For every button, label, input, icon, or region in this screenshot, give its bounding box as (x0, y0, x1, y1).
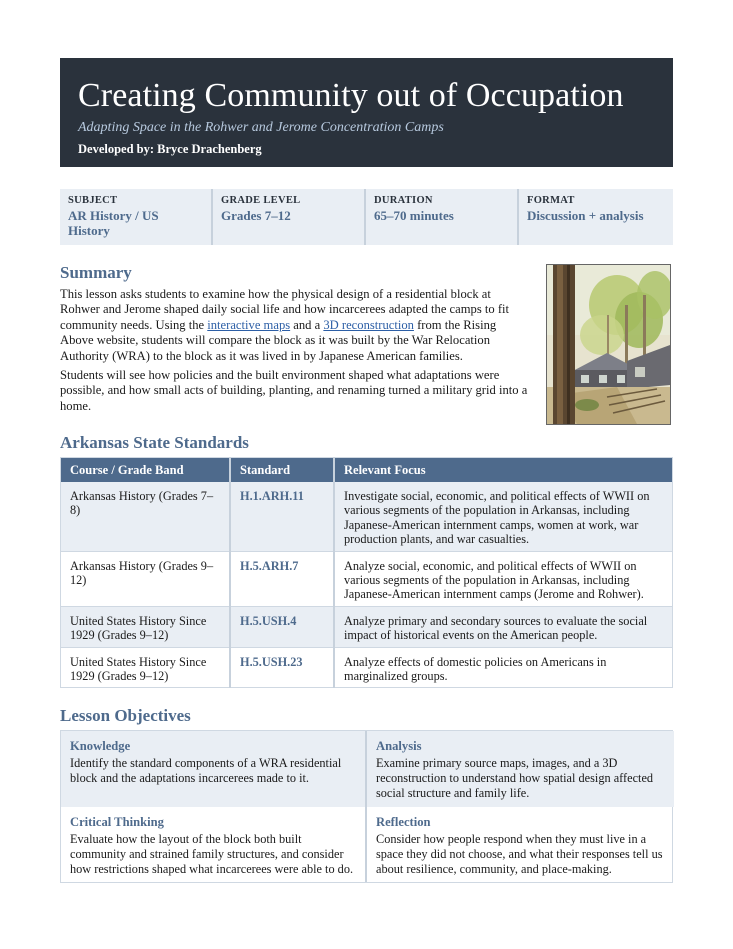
row-course: United States History Since 1929 (Grades 9–12) (61, 647, 231, 688)
header-banner (60, 58, 673, 167)
column-header-focus: Relevant Focus (334, 458, 673, 483)
row-focus: Investigate social, economic, and political effects of WWII on various segments of the population in Arkansas, including Japanese-American internment camps, women at work, war production plants, and war casualties. (334, 482, 673, 551)
row-focus: Analyze primary and secondary sources to evaluate the social impact of historical events on the American people. (334, 606, 673, 647)
column-header-standard: Standard (230, 458, 334, 483)
meta-format: FORMAT Discussion + analysis (527, 195, 644, 223)
3d-reconstruction-link[interactable]: 3D reconstruction (323, 317, 414, 332)
table-row (61, 606, 673, 647)
developer-credit: Developed by: Bryce Drachenberg (78, 142, 262, 156)
column-header-course: Course / Grade Band (61, 458, 231, 483)
lesson-plan-page (60, 58, 673, 883)
row-focus: Analyze social, economic, and political effects of WWII on various segments of the population in Arkansas, including Japanese-American internment camps (Jerome and Rohwer). (334, 551, 673, 606)
row-standard-code: H.1.ARH.11 (230, 482, 334, 551)
interactive-maps-link[interactable]: interactive maps (207, 317, 291, 332)
table-row (61, 551, 673, 606)
summary-section (60, 263, 673, 423)
page-title: Creating Community out of Occupation (78, 77, 624, 114)
table-row (61, 482, 673, 551)
standards-header-row (61, 458, 673, 483)
row-focus: Analyze effects of domestic policies on Americans in marginalized groups. (334, 647, 673, 688)
summary-heading: Summary (60, 263, 132, 282)
objective-reflection: Reflection Consider how people respond when they must live in a space they did not choose, and what their responses tell us about resilience, community, and place-making. (376, 815, 663, 876)
objectives-heading: Lesson Objectives (60, 706, 191, 726)
meta-subject: SUBJECT AR History / US History (60, 189, 213, 245)
summary-paragraph-1: This lesson asks students to examine how the physical design of a residential block at Rohwer and Jerome shaped daily social life and how incarcerees adapted the camps to fit community needs. Using the interactive maps and a 3D reconstruction from the Rising Above website, students will compare the block as it was built by the War Relocation Authority (WRA) to the block as it was lived in by Japanese American families. (60, 287, 510, 363)
summary-paragraph-2: Students will see how policies and the built environment shaped what adaptations were possible, and how small acts of building, planting, and renaming turned a military grid into a home. (60, 368, 528, 413)
row-course: United States History Since 1929 (Grades 9–12) (61, 606, 231, 647)
objective-knowledge: Knowledge Identify the standard components of a WRA residential block and the adaptations incarcerees made to it. (61, 731, 367, 807)
standards-section (60, 433, 673, 688)
page-subtitle: Adapting Space in the Rohwer and Jerome Concentration Camps (78, 120, 444, 135)
row-course: Arkansas History (Grades 7–8) (61, 482, 231, 551)
standards-heading: Arkansas State Standards (60, 433, 249, 452)
objectives-section (60, 706, 673, 883)
meta-duration: DURATION 65–70 minutes (366, 189, 519, 245)
camp-watercolor-image (546, 264, 671, 425)
objective-critical-thinking: Critical Thinking Evaluate how the layout of the block both built community and strained family structures, and consider how restrictions shaped what incarcerees were able to do. (61, 807, 367, 882)
table-row (61, 647, 673, 688)
objectives-grid (60, 730, 673, 883)
lesson-meta-bar (60, 189, 673, 245)
objective-analysis: Analysis Examine primary source maps, images, and a 3D reconstruction to understand how spatial design affected social structure and family life. (367, 731, 674, 807)
meta-grade-level: GRADE LEVEL Grades 7–12 (213, 189, 366, 245)
row-standard-code: H.5.USH.23 (230, 647, 334, 688)
row-standard-code: H.5.ARH.7 (230, 551, 334, 606)
row-standard-code: H.5.USH.4 (230, 606, 334, 647)
row-course: Arkansas History (Grades 9–12) (61, 551, 231, 606)
standards-table (60, 457, 673, 688)
